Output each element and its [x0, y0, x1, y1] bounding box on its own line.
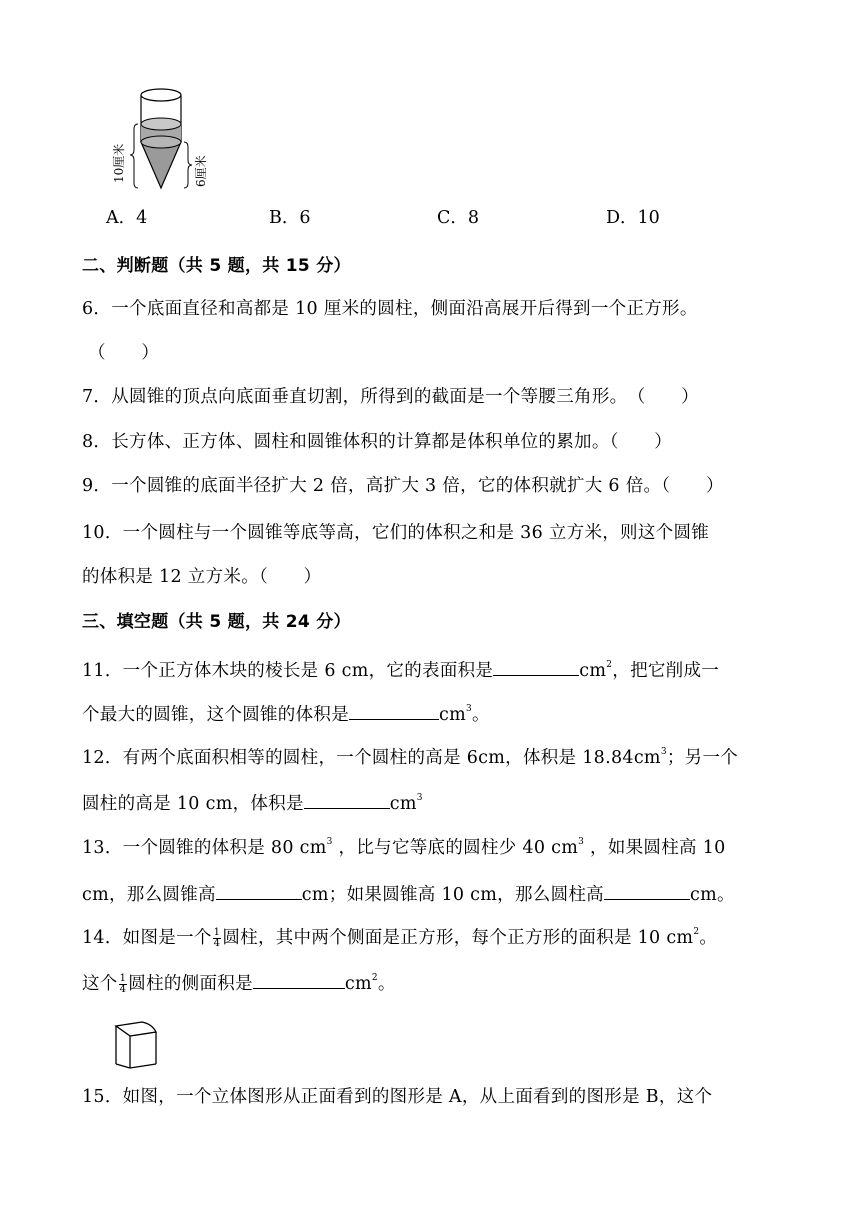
cylinder-cone-figure — [105, 84, 215, 194]
question-6: 6．一个底面直径和高都是 10 厘米的圆柱，侧面沿高展开后得到一个正方形。 — [82, 299, 698, 319]
question-11-line1: 11．一个正方体木块的棱长是 6 cm，它的表面积是 $cm^2$，把它削成一 — [82, 657, 719, 683]
answer-blank[interactable] — [216, 881, 302, 900]
option-a: A．4 — [106, 208, 148, 228]
quarter-cylinder-figure — [112, 1012, 162, 1072]
question-8: 8．长方体、正方体、圆柱和圆锥体积的计算都是体积单位的累加。（ ） — [82, 432, 673, 452]
question-11-line2: 个最大的圆锥，这个圆锥的体积是 $cm^3$。 — [82, 701, 490, 727]
question-10-line1: 10．一个圆柱与一个圆锥等底等高，它们的体积之和是 36 立方米，则这个圆锥 — [82, 523, 710, 543]
question-14-line2: 这个 $\frac{1}{4}$ 圆柱的侧面积是 $cm^2$。 — [82, 970, 396, 996]
question-15: 15．如图，一个立体图形从正面看到的图形是 A，从上面看到的图形是 B，这个 — [82, 1087, 713, 1107]
question-14-line1: 14．如图是一个 $\frac{1}{4}$ 圆柱，其中两个侧面是正方形，每个正方形的面积是 10 $cm^2$。 — [82, 927, 718, 949]
answer-blank[interactable] — [349, 701, 439, 720]
label-6cm: 6厘米 — [194, 155, 208, 187]
fraction-one-quarter: $\frac{1}{4}$ — [119, 973, 127, 995]
question-10-line2: 的体积是 12 立方米。（ ） — [82, 567, 322, 587]
option-c: C．8 — [437, 208, 480, 228]
question-7: 7．从圆锥的顶点向底面垂直切割，所得到的截面是一个等腰三角形。 （ ） — [82, 387, 699, 407]
question-13-line2: cm，那么圆锥高 cm；如果圆锥高 10 cm，那么圆柱高 cm。 — [82, 881, 735, 907]
fraction-one-quarter: $\frac{1}{4}$ — [213, 927, 221, 949]
option-b: B．6 — [269, 208, 311, 228]
question-12-line1: 12．有两个底面积相等的圆柱，一个圆柱的高是 6cm，体积是 $18.84cm^3$；另一个 — [82, 747, 739, 768]
question-12-line2: 圆柱的高是 10 cm，体积是 $cm^3$ — [82, 790, 423, 816]
question-9: 9．一个圆锥的底面半径扩大 2 倍，高扩大 3 倍，它的体积就扩大 6 倍。（ ） — [82, 476, 724, 496]
option-d: D．10 — [606, 208, 660, 228]
section-2-title: 二、判断题（共 5 题，共 15 分） — [82, 256, 351, 276]
section-3-title: 三、填空题（共 5 题，共 24 分） — [82, 612, 351, 632]
label-10cm: 10厘米 — [112, 143, 126, 183]
question-13-line1: 13．一个圆锥的体积是 80 $cm^3$ ，比与它等底的圆柱少 40 $cm^3$ ，如果圆柱高 10 — [82, 837, 726, 858]
answer-blank[interactable] — [253, 970, 345, 989]
answer-blank[interactable] — [493, 657, 579, 676]
answer-blank[interactable] — [304, 790, 390, 809]
question-6-answer-paren: （ ） — [88, 343, 160, 363]
answer-blank[interactable] — [604, 881, 690, 900]
